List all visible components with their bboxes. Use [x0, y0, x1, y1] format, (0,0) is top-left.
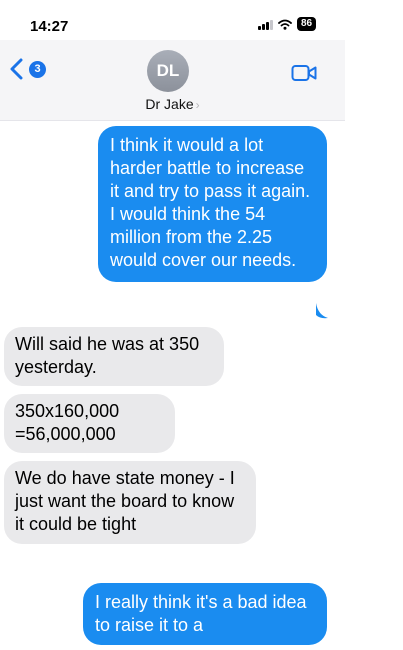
contact-name[interactable]	[0, 96, 345, 112]
avatar[interactable]: DL	[147, 50, 189, 92]
back-button[interactable]	[8, 58, 46, 80]
message-outgoing[interactable]: I really think it's a bad idea to raise it to a	[83, 583, 327, 645]
unread-count-badge: 3	[29, 61, 46, 78]
signal-icon	[258, 19, 273, 30]
contact-name-label: Dr Jake	[145, 96, 194, 112]
header-divider	[0, 120, 345, 121]
wifi-icon	[278, 19, 292, 30]
message-incoming[interactable]: 350x160,000 =56,000,000	[4, 394, 175, 453]
chevron-right-icon: ›	[195, 98, 200, 112]
video-camera-icon[interactable]	[291, 64, 317, 82]
message-outgoing[interactable]: I think it would a lot harder battle to increase it and try to pass it again. I would think the 54 million from the 2.25 would cover our needs.	[98, 126, 327, 282]
message-incoming[interactable]: We do have state money - I just want the board to know it could be tight	[4, 461, 256, 544]
bubble-tail	[316, 303, 330, 319]
battery-indicator: 86	[297, 17, 316, 31]
conversation-header	[0, 40, 345, 120]
status-time: 14:27	[30, 18, 69, 35]
status-icons	[258, 17, 316, 31]
chevron-left-icon	[8, 58, 26, 80]
message-incoming[interactable]: Will said he was at 350 yesterday.	[4, 327, 224, 386]
